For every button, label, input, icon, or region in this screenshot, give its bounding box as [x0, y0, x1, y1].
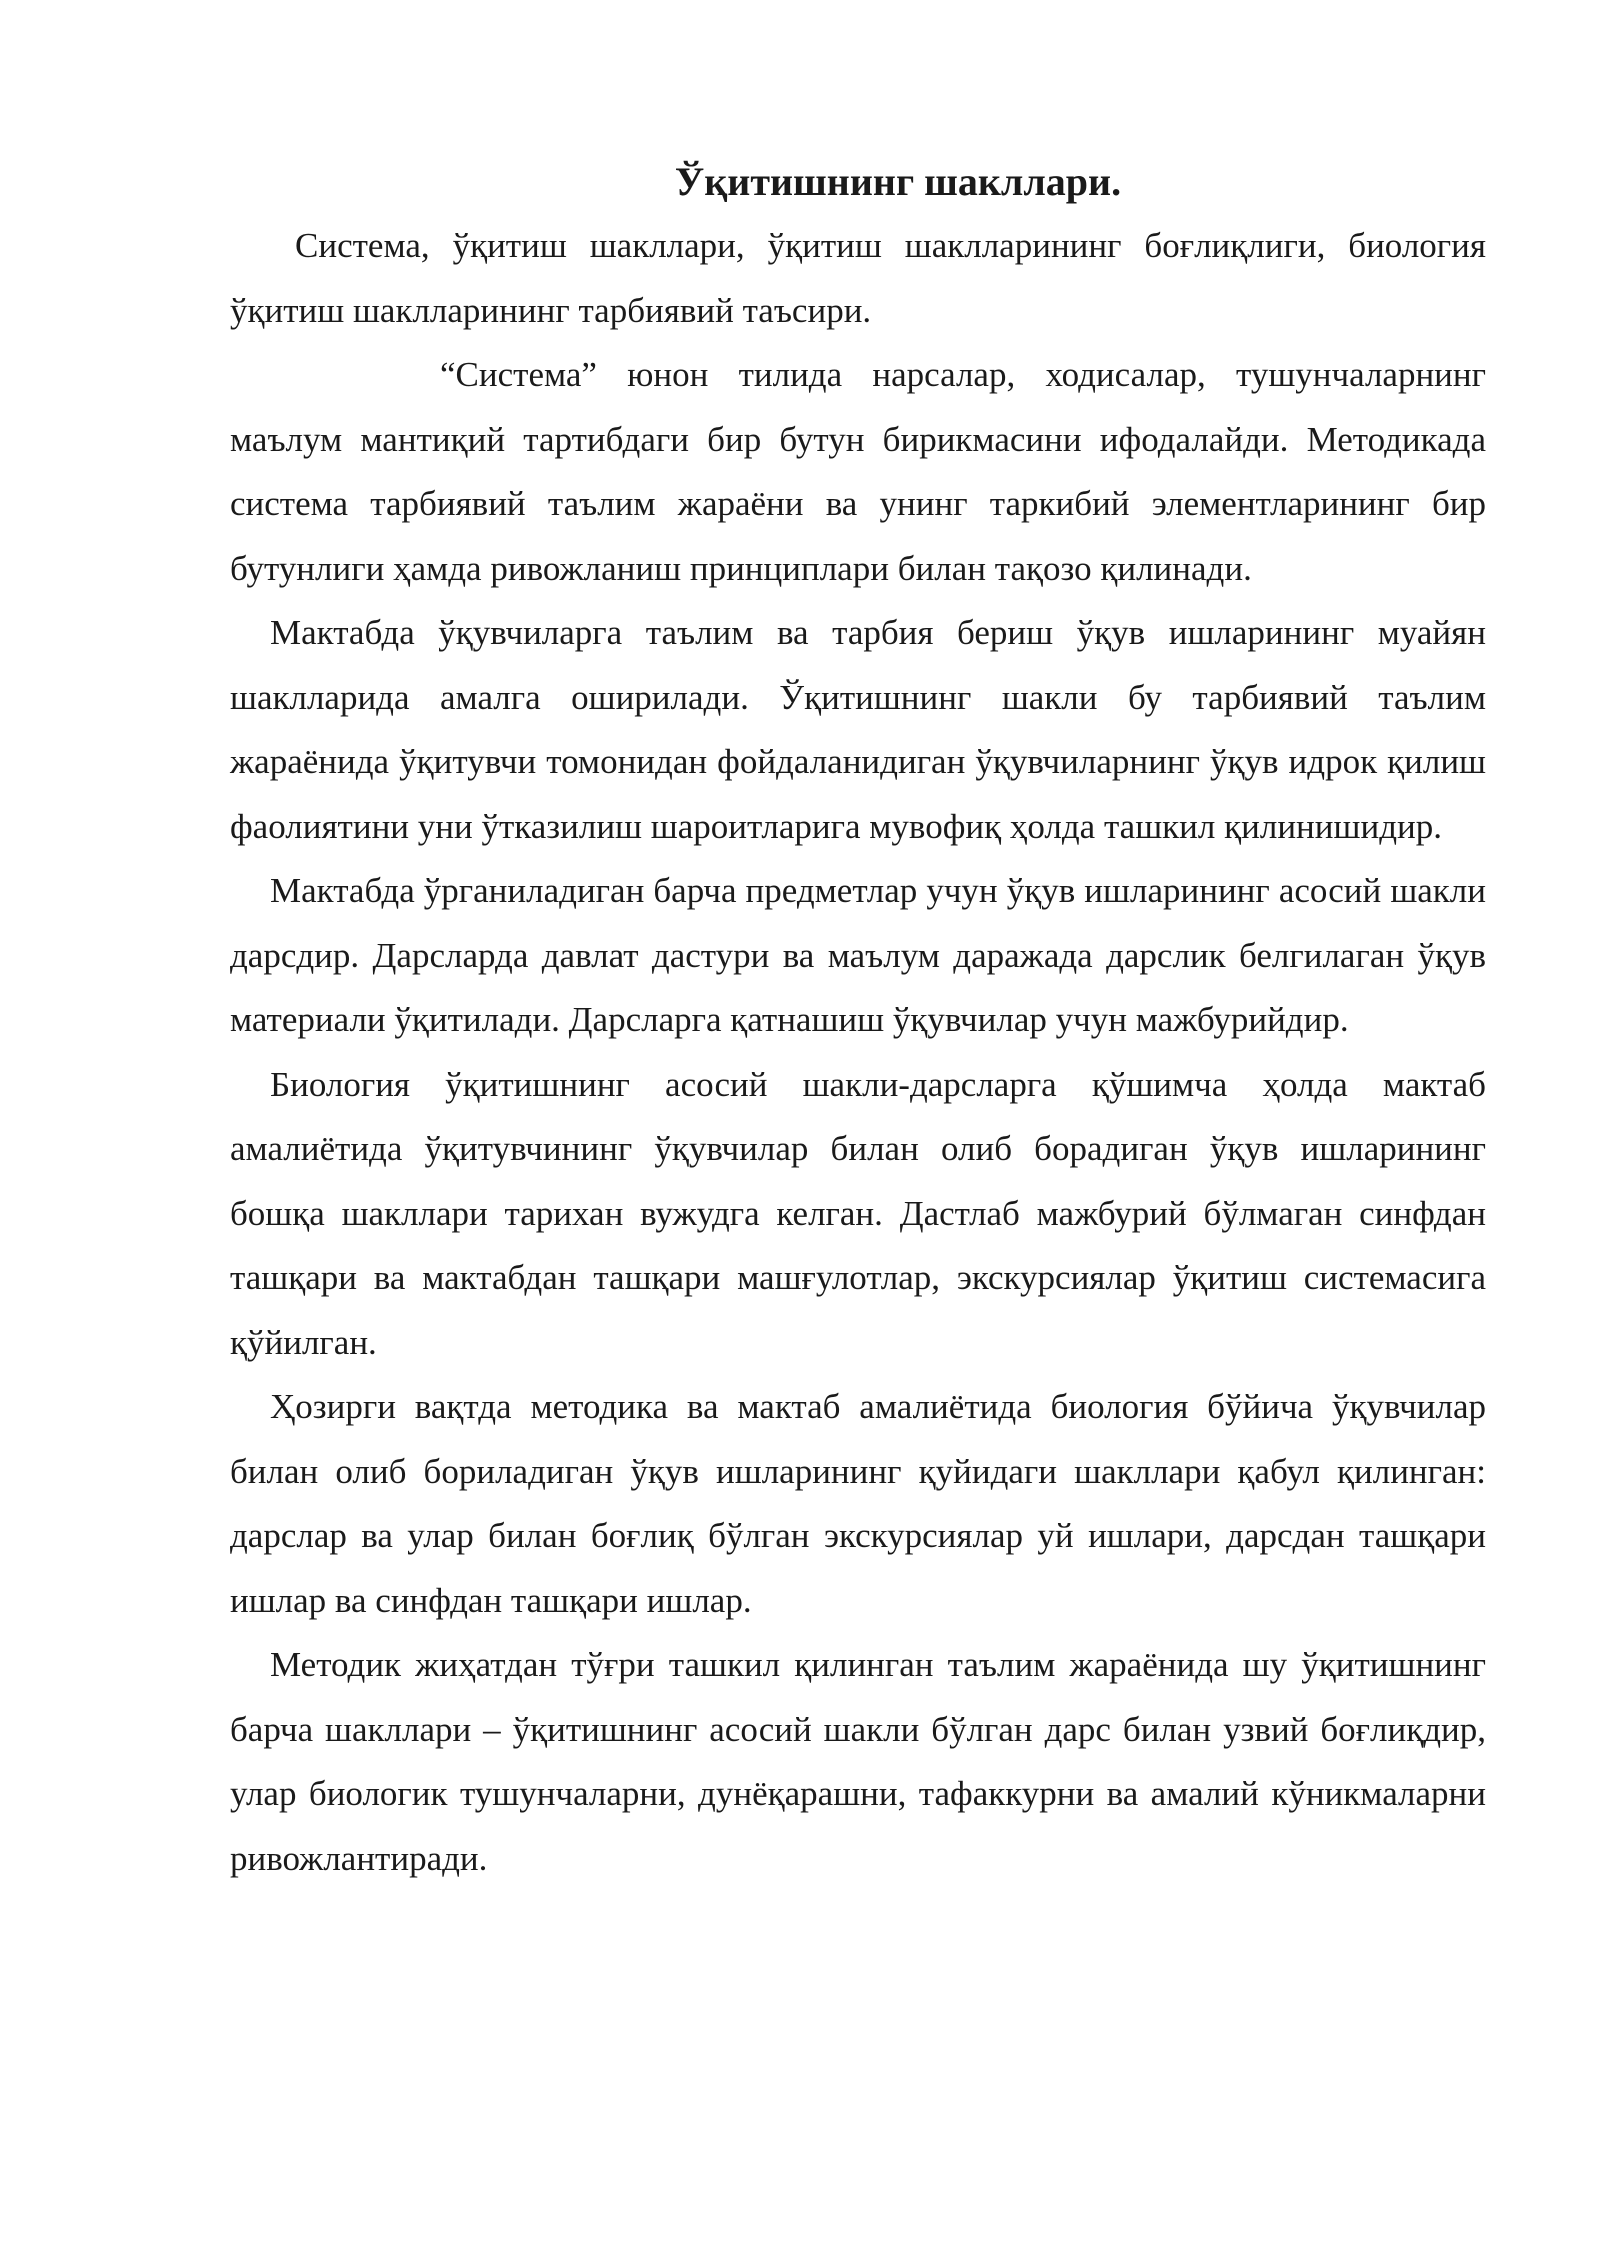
paragraph-methodical: Методик жиҳатдан тўғри ташкил қилинган таълим жараёнида шу ўқитишнинг барча шакллари – ўқитишнинг асосий шакли бўлган дарс билан узвий боғлиқдир, улар биологик тушунчаларни, дунёқарашни, тафаккурни ва амалий кўникмаларни ривожлантиради. [230, 1645, 1486, 1878]
keywords-paragraph: Система, ўқитиш шакллари, ўқитиш шаклларининг боғлиқлиги, биология ўқитиш шаклларининг тарбиявий таъсири. [230, 226, 1486, 330]
system-definition-paragraph: “Система” юнон тилида нарсалар, ходисалар, тушунчаларнинг маълум мантиқий тартибдаги бир бутун бирикмасини ифодалайди. Методикада система тарбиявий таълим жараёни ва унинг таркибий элементларининг бир бутунлиги ҳамда ривожланиш принциплари билан тақозо қилинади. [230, 355, 1486, 588]
document-title: Ўқитишнинг шакллари. [674, 159, 1122, 204]
paragraph-teaching-forms: Мактабда ўқувчиларга таълим ва тарбия бериш ўқув ишларининг муайян шаклларида амалга оширилади. Ўқитишнинг шакли бу тарбиявий таълим жараёнида ўқитувчи томонидан фойдаланидиган ўқувчиларнинг ўқув идрок қилиш фаолиятини уни ўтказилиш шароитларига мувофиқ ҳолда ташкил қилинишидир. [230, 613, 1486, 846]
document-page [230, 150, 1486, 1891]
paragraph-current-forms: Ҳозирги вақтда методика ва мактаб амалиётида биология бўйича ўқувчилар билан олиб бориладиган ўқув ишларининг қуйидаги шакллари қабул қилинган: дарслар ва улар билан боғлиқ бўлган экскурсиялар уй ишлари, дарсдан ташқари ишлар ва синфдан ташқари ишлар. [230, 1387, 1486, 1620]
paragraph-lesson: Мактабда ўрганиладиган барча предметлар учун ўқув ишларининг асосий шакли дарсдир. Дарсларда давлат дастури ва маълум даражада дарслик белгилаган ўқув материали ўқитилади. Дарсларга қатнашиш ўқувчилар учун мажбурийдир. [230, 871, 1486, 1039]
paragraph-biology-forms: Биология ўқитишнинг асосий шакли-дарсларга қўшимча ҳолда мактаб амалиётида ўқитувчининг ўқувчилар билан олиб борадиган ўқув ишларининг бошқа шакллари тарихан вужудга келган. Дастлаб мажбурий бўлмаган синфдан ташқари ва мактабдан ташқари машғулотлар, экскурсиялар ўқитиш системасига қўйилган. [230, 1064, 1486, 1362]
